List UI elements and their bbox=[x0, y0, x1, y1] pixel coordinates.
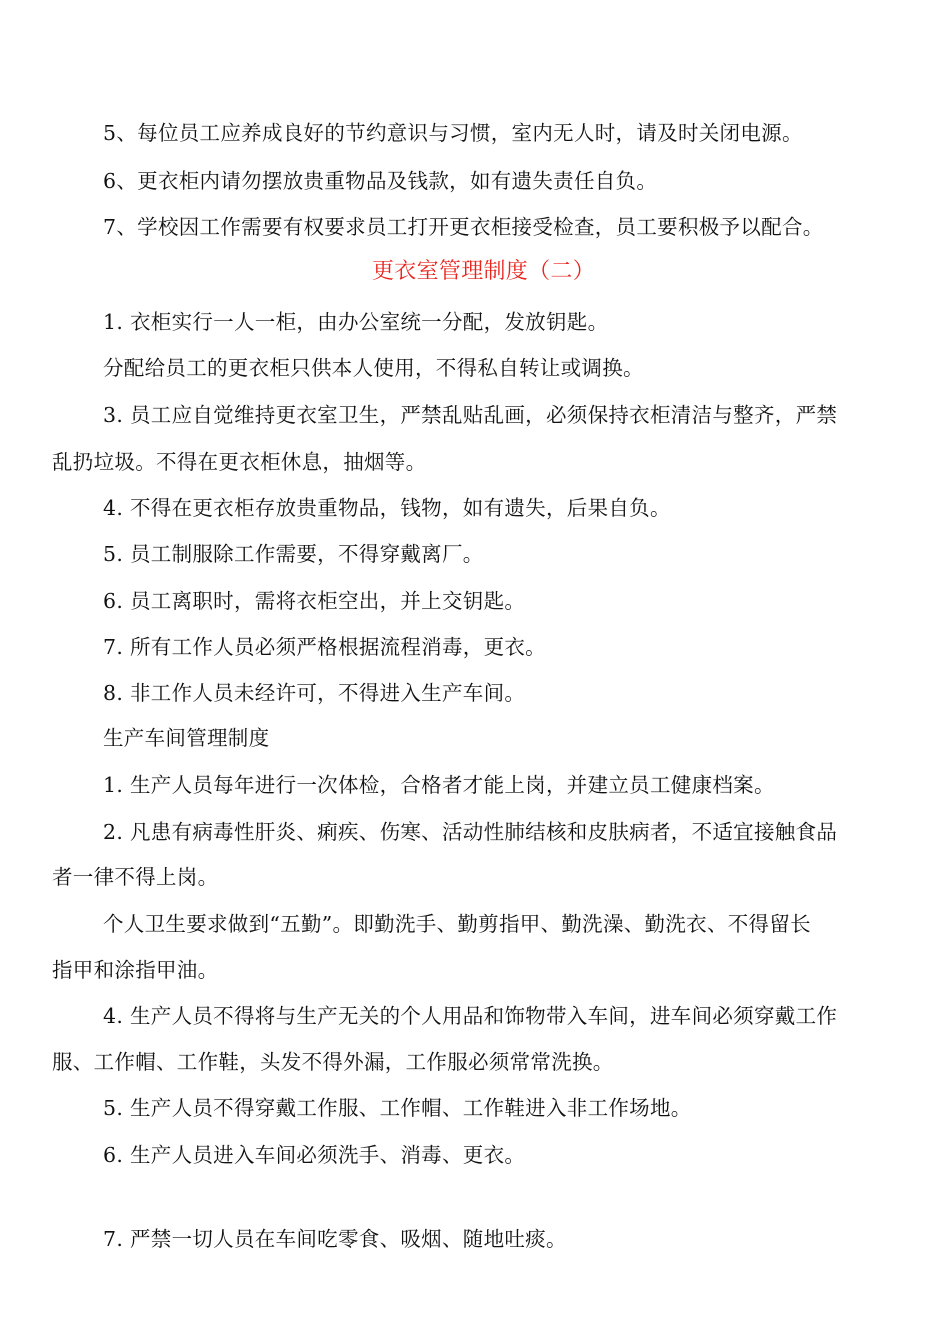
locker-rule-3: 3. 员工应自觉维持更衣室卫生，严禁乱贴乱画，必须保持衣柜清洁与整齐，严禁 bbox=[103, 403, 838, 427]
workshop-rule-3-cont: 指甲和涂指甲油。 bbox=[52, 958, 219, 982]
locker-rule-2: 分配给员工的更衣柜只供本人使用，不得私自转让或调换。 bbox=[103, 356, 644, 380]
workshop-rule-3: 个人卫生要求做到“五勤”。即勤洗手、勤剪指甲、勤洗澡、勤洗衣、不得留长 bbox=[103, 912, 811, 936]
workshop-rule-5: 5. 生产人员不得穿戴工作服、工作帽、工作鞋进入非工作场地。 bbox=[103, 1096, 692, 1120]
rule-item-6: 6、更衣柜内请勿摆放贵重物品及钱款，如有遗失责任自负。 bbox=[103, 169, 658, 193]
workshop-rule-4: 4. 生产人员不得将与生产无关的个人用品和饰物带入车间，进车间必须穿戴工作 bbox=[103, 1004, 838, 1028]
locker-rule-5: 5. 员工制服除工作需要，不得穿戴离厂。 bbox=[103, 542, 484, 566]
workshop-rule-2-cont: 者一律不得上岗。 bbox=[52, 865, 219, 889]
workshop-rule-1: 1. 生产人员每年进行一次体检，合格者才能上岗，并建立员工健康档案。 bbox=[103, 773, 775, 797]
section-title-locker-rules-2: 更衣室管理制度（二） bbox=[372, 259, 596, 284]
rule-item-7: 7、学校因工作需要有权要求员工打开更衣柜接受检查，员工要积极予以配合。 bbox=[103, 215, 824, 239]
locker-rule-1: 1. 衣柜实行一人一柜，由办公室统一分配，发放钥匙。 bbox=[103, 310, 609, 334]
workshop-rule-6: 6. 生产人员进入车间必须洗手、消毒、更衣。 bbox=[103, 1143, 526, 1167]
rule-item-5: 5、每位员工应养成良好的节约意识与习惯，室内无人时，请及时关闭电源。 bbox=[103, 121, 803, 145]
locker-rule-6: 6. 员工离职时，需将衣柜空出，并上交钥匙。 bbox=[103, 589, 526, 613]
workshop-rule-7: 7. 严禁一切人员在车间吃零食、吸烟、随地吐痰。 bbox=[103, 1227, 567, 1251]
locker-rule-3-cont: 乱扔垃圾。不得在更衣柜休息，抽烟等。 bbox=[52, 450, 427, 474]
workshop-rule-2: 2. 凡患有病毒性肝炎、痢疾、伤寒、活动性肺结核和皮肤病者，不适宜接触食品 bbox=[103, 820, 838, 844]
section-title-workshop-rules: 生产车间管理制度 bbox=[103, 726, 270, 750]
locker-rule-7: 7. 所有工作人员必须严格根据流程消毒，更衣。 bbox=[103, 635, 546, 659]
locker-rule-8: 8. 非工作人员未经许可，不得进入生产车间。 bbox=[103, 681, 526, 705]
locker-rule-4: 4. 不得在更衣柜存放贵重物品，钱物，如有遗失，后果自负。 bbox=[103, 496, 671, 520]
workshop-rule-4-cont: 服、工作帽、工作鞋，头发不得外漏，工作服必须常常洗换。 bbox=[52, 1050, 614, 1074]
